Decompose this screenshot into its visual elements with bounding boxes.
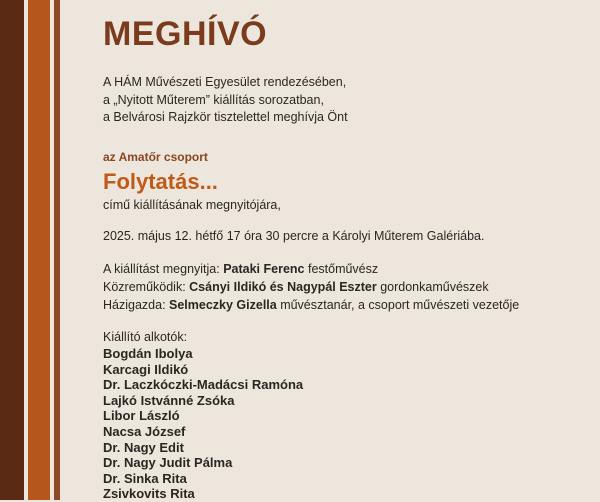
intro-line: a Belvárosi Rajzkör tisztelettel meghívja Önt: [103, 110, 348, 124]
host-name: Selmeczky Gizella: [169, 297, 277, 312]
artist-name: Dr. Sinka Rita: [103, 470, 187, 486]
artist-name: Nacsa József: [103, 423, 186, 439]
artist-name: Lajkó Istvánné Zsóka: [103, 392, 235, 408]
exhibition-subtitle: című kiállításának megnyitójára,: [103, 197, 281, 212]
exhibition-title: Folytatás...: [103, 168, 218, 194]
artist-name: Dr. Laczkóczki-Madácsi Ramóna: [103, 377, 304, 393]
artist-name: Dr. Nagy Judit Pálma: [103, 455, 233, 471]
performers-suffix: gordonkaművészek: [376, 279, 489, 294]
performers-line: [103, 278, 583, 296]
opener-label: A kiállítást megnyitja:: [103, 261, 224, 276]
intro-line: a „Nyitott Műterem” kiállítás sorozatban,: [103, 92, 324, 107]
performers-label: Közreműködik:: [103, 279, 190, 294]
invitation-content: [103, 14, 583, 502]
event-date: 2025. május 12. hétfő 17 óra 30 percre a Károlyi Műterem Galériába.: [103, 229, 485, 243]
artist-name: Libor László: [103, 408, 180, 424]
artists-list: [103, 346, 583, 502]
opener-suffix: festőművész: [304, 261, 379, 276]
artist-name: Zsivkovits Rita: [103, 486, 195, 502]
artist-name: Dr. Nagy Edit: [103, 439, 184, 455]
artists-heading: Kiállító alkotók:: [103, 329, 188, 344]
decorative-stripe-dark: [0, 0, 24, 500]
host-suffix: művésztanár, a csoport művészeti vezetője: [276, 297, 520, 312]
decorative-stripe-orange: [28, 0, 50, 500]
group-label: az Amatőr csoport: [103, 149, 208, 164]
artist-name: Bogdán Ibolya: [103, 346, 193, 361]
opener-name: Pataki Ferenc: [223, 261, 305, 276]
intro-text: [103, 74, 583, 127]
artist-name: Karcagi Ildikó: [103, 361, 189, 377]
performers-names: Csányi Ildikó és Nagypál Eszter: [189, 279, 377, 294]
opener-line: [103, 260, 583, 278]
invitation-title: MEGHÍVÓ: [103, 15, 268, 53]
intro-line: A HÁM Művészeti Egyesület rendezésében,: [103, 75, 347, 89]
host-line: [103, 296, 583, 314]
host-label: Házigazda:: [103, 297, 170, 312]
roles-block: [103, 260, 583, 314]
